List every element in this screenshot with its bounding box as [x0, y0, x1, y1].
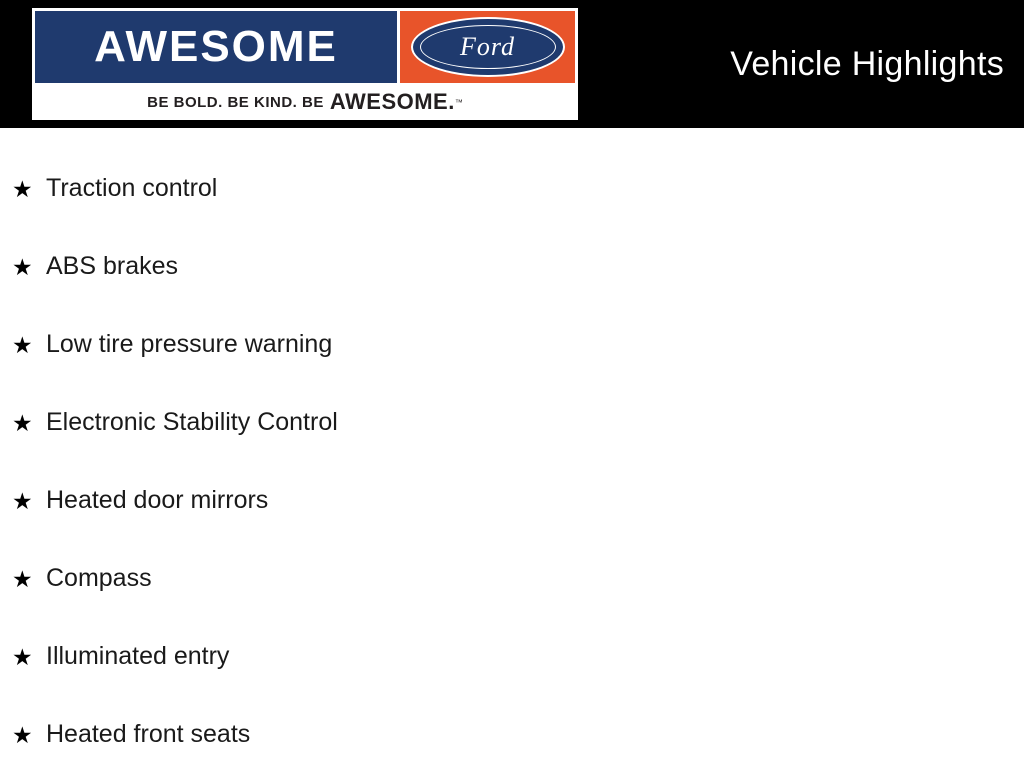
star-icon: ★: [12, 643, 33, 670]
list-item: [0, 696, 1024, 774]
star-icon: ★: [12, 409, 33, 436]
ford-oval-icon: [411, 17, 565, 77]
list-item-label: Compass: [46, 564, 152, 593]
list-item: [0, 306, 1024, 384]
dealer-logo: [32, 8, 578, 120]
list-item: [0, 228, 1024, 306]
logo-awesome-panel: [32, 8, 400, 86]
logo-top-row: [32, 8, 578, 86]
list-item-label: Low tire pressure warning: [46, 330, 333, 359]
list-item-label: Heated front seats: [46, 720, 251, 749]
ford-oval-inner: [420, 25, 556, 69]
list-item-label: ABS brakes: [46, 252, 179, 281]
star-icon: ★: [12, 175, 33, 202]
list-item-label: Traction control: [46, 174, 218, 203]
star-icon: ★: [12, 487, 33, 514]
star-icon: ★: [12, 253, 33, 280]
star-icon: ★: [12, 331, 33, 358]
slide-header: [0, 0, 1024, 128]
list-item: [0, 150, 1024, 228]
star-icon: ★: [12, 721, 33, 748]
logo-ford-panel: [400, 8, 578, 86]
list-item-label: Heated door mirrors: [46, 486, 269, 515]
slide-body: [0, 128, 1024, 768]
page-title: Vehicle Highlights: [730, 44, 1004, 83]
logo-awesome-text: AWESOME: [94, 22, 338, 71]
list-item: [0, 618, 1024, 696]
list-item: [0, 462, 1024, 540]
list-item: [0, 384, 1024, 462]
ford-wordmark: Ford: [459, 32, 516, 61]
vehicle-highlights-list: [0, 150, 1024, 774]
tagline-big-text: AWESOME.: [329, 89, 455, 114]
star-icon: ★: [12, 565, 33, 592]
list-item-label: Electronic Stability Control: [46, 408, 338, 437]
tagline-small-text: BE BOLD. BE KIND. BE: [147, 93, 324, 111]
logo-tagline: [32, 86, 578, 120]
trademark-symbol: ™: [454, 97, 463, 107]
list-item: [0, 540, 1024, 618]
list-item-label: Illuminated entry: [46, 642, 230, 671]
